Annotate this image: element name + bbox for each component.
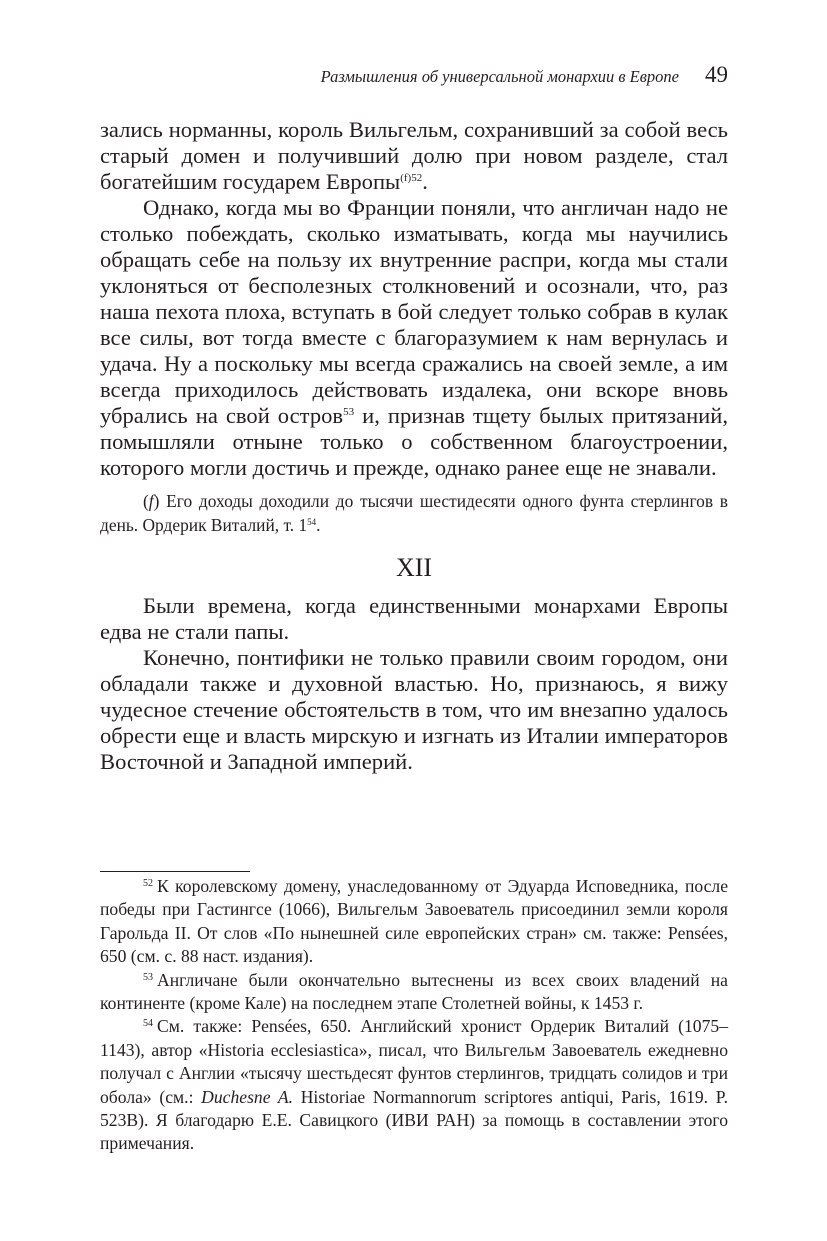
footnote-52: $^{52}$ К королевскому домену, унаследованному от Эдуарда Исповедника, после победы при Гастингсе (1066), Вильгельм Завоеватель присоединил земли короля Гарольда II. От слов «По нынешней силе европейских стран» см. также: Pensées, 650 (см. с. 88 наст. издания).: [100, 876, 728, 967]
author-note-f: (f) Его доходы доходили до тысячи шестидесяти одного фунта стерлингов в день. Ордерик Виталий, т. $1^{54}$.: [100, 491, 728, 535]
main-text: [100, 117, 728, 775]
section-heading: XII: [395, 553, 433, 582]
paragraph-continuation: зались норманны, король Вильгельм, сохранивший за собой весь старый домен и получивший долю при новом разделе, стал богатейшим государем Европы$^{(f)52}$.: [100, 117, 728, 194]
paragraph-france: Однако, когда мы во Франции поняли, что англичан надо не столько побеждать, сколько изматывать, когда мы научились обращать себе на пользу их внутренние распри, когда мы стали уклоняться от бесполезных столкновений и осознали, что, раз наша пехота плоха, вступать в бой следует только собрав в кулак все силы, вот тогда вместе с благоразумием к нам вернулась и удача. Ну а поскольку мы всегда сражались на своей земле, а им всегда приходилось действовать издалека, они вскоре вновь убрались на свой остров$^{53}$ и, признав тщету былых притязаний, помышляли отныне только о собственном благоустроении, которого могли достичь и прежде, однако ранее еще не знавали.: [100, 195, 728, 480]
paragraph-popes: Были времена, когда единственными монархами Европы едва не стали папы.: [100, 593, 728, 644]
page-number: 49: [705, 62, 728, 87]
footnote-divider: [100, 871, 250, 872]
paragraph-pontiffs: Конечно, понтифики не только правили своим городом, они обладали также и духовной властью. Но, признаюсь, я вижу чудесное стечение обстоятельств в том, что им внезапно удалось обрести еще и власть мирскую и изгнать из Италии императоров Восточной и Западной империй.: [100, 645, 728, 774]
footnote-54: $^{54}$ См. также: Pensées, 650. Английский хронист Ордерик Виталий (1075–1143), автор «Historia ecclesiastica», писал, что Вильгельм Завоеватель ежедневно получал с Англии «тысячу шестьдесят фунтов стерлингов, тридцать солидов и три обола» (см.: Duchesne A. Historiae Normannorum scriptores antiqui, Paris, 1619. P. 523B). Я благодарю Е.Е. Савицкого (ИВИ РАН) за помощь в составлении этого примечания.: [100, 1016, 728, 1154]
footnote-53: $^{53}$ Англичане были окончательно вытеснены из всех своих владений на континенте (кроме Кале) на последнем этапе Столетней войны, к 1453 г.: [100, 969, 728, 1014]
running-title: Размышления об универсальной монархии в Европе: [320, 67, 679, 86]
footnotes: [100, 875, 728, 1156]
footnote-ref-53: 53: [343, 406, 355, 418]
note-ref-f52: (f)52: [400, 172, 423, 184]
citation-author: Duchesne A.: [201, 1086, 294, 1107]
footnote-ref-54: 54: [307, 517, 317, 527]
running-header: [100, 62, 728, 92]
